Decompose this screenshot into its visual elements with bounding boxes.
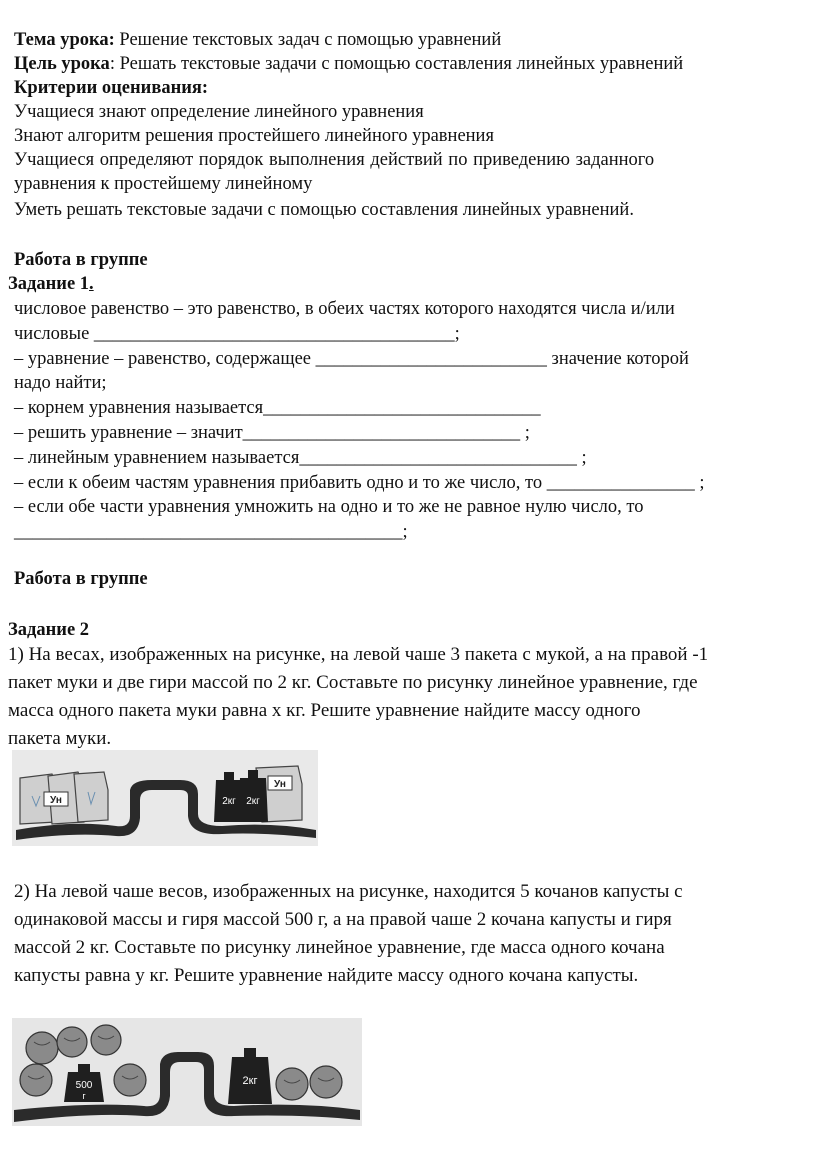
- bag-label: Ун: [50, 795, 62, 806]
- problem1-line: 1) На весах, изображенных на рисунке, на левой чаше 3 пакета с мукой, а на правой -1: [8, 644, 709, 665]
- scales-cabbage-figure: [12, 1018, 362, 1126]
- lesson-goal-value: : Решать текстовые задачи с помощью составления линейных уравнений: [109, 54, 684, 74]
- task-title: Задание 1.: [8, 274, 94, 294]
- criteria-heading: Критерии оценивания:: [14, 78, 209, 98]
- group-heading: Работа в группе: [14, 569, 148, 589]
- task1-line: – если к обеим частям уравнения прибавить одно и то же число, то ________________ ;: [14, 473, 705, 493]
- lesson-goal: [14, 52, 683, 76]
- task1-line: __________________________________________;: [14, 522, 408, 542]
- criteria-item: Знают алгоритм решения простейшего линейного уравнения: [14, 126, 494, 146]
- problem1-line: пакет муки и две гири массой по 2 кг. Составьте по рисунку линейное уравнение, где: [8, 672, 698, 693]
- lesson-topic: [14, 28, 501, 52]
- left-weight-unit: г: [82, 1091, 86, 1101]
- weight-label: 2кг: [222, 796, 236, 807]
- task1-line: – уравнение – равенство, содержащее _________________________ значение которой: [14, 349, 689, 369]
- weight-label: 2кг: [246, 796, 260, 807]
- problem1-line: пакета муки.: [8, 728, 112, 749]
- criteria-item: Учащиеся определяют порядок выполнения действий по приведению заданного: [14, 150, 655, 170]
- group-heading: Работа в группе: [14, 250, 148, 270]
- lesson-topic-label: Тема урока:: [14, 30, 115, 50]
- task1-line: числовое равенство – это равенство, в обеих частях которого находятся числа и/или: [14, 299, 675, 319]
- criteria-item: Учащиеся знают определение линейного уравнения: [14, 102, 424, 122]
- criteria-item: Уметь решать текстовые задачи с помощью составления линейных уравнений.: [14, 200, 634, 220]
- left-weight-label: 500: [75, 1080, 93, 1091]
- task-title: Задание 2: [8, 620, 90, 640]
- right-weight-label: 2кг: [242, 1075, 258, 1087]
- scales-flour-figure: [12, 750, 318, 846]
- bag-label: Ун: [274, 779, 286, 790]
- problem2-line: 2) На левой чаше весов, изображенных на рисунке, находится 5 кочанов капусты с: [14, 881, 683, 902]
- task1-line: – если обе части уравнения умножить на одно и то же не равное нулю число, то: [14, 497, 644, 517]
- problem1-line: масса одного пакета муки равна х кг. Решите уравнение найдите массу одного: [8, 700, 641, 721]
- criteria-item: уравнения к простейшему линейному: [14, 174, 313, 194]
- task1-line: – корнем уравнения называется______________________________: [14, 398, 541, 418]
- task1-line: – решить уравнение – значит______________________________ ;: [14, 423, 530, 443]
- lesson-goal-label: Цель урока: [14, 54, 110, 74]
- task1-line: числовые _______________________________________;: [14, 324, 460, 344]
- problem2-line: капусты равна у кг. Решите уравнение найдите массу одного кочана капусты.: [14, 965, 639, 986]
- problem2-line: массой 2 кг. Составьте по рисунку линейное уравнение, где масса одного кочана: [14, 937, 665, 958]
- lesson-topic-value: Решение текстовых задач с помощью уравнений: [119, 30, 502, 50]
- problem2-line: одинаковой массы и гиря массой 500 г, а на правой чаше 2 кочана капусты и гиря: [14, 909, 672, 930]
- task1-line: надо найти;: [14, 373, 107, 393]
- task1-line: – линейным уравнением называется______________________________ ;: [14, 448, 587, 468]
